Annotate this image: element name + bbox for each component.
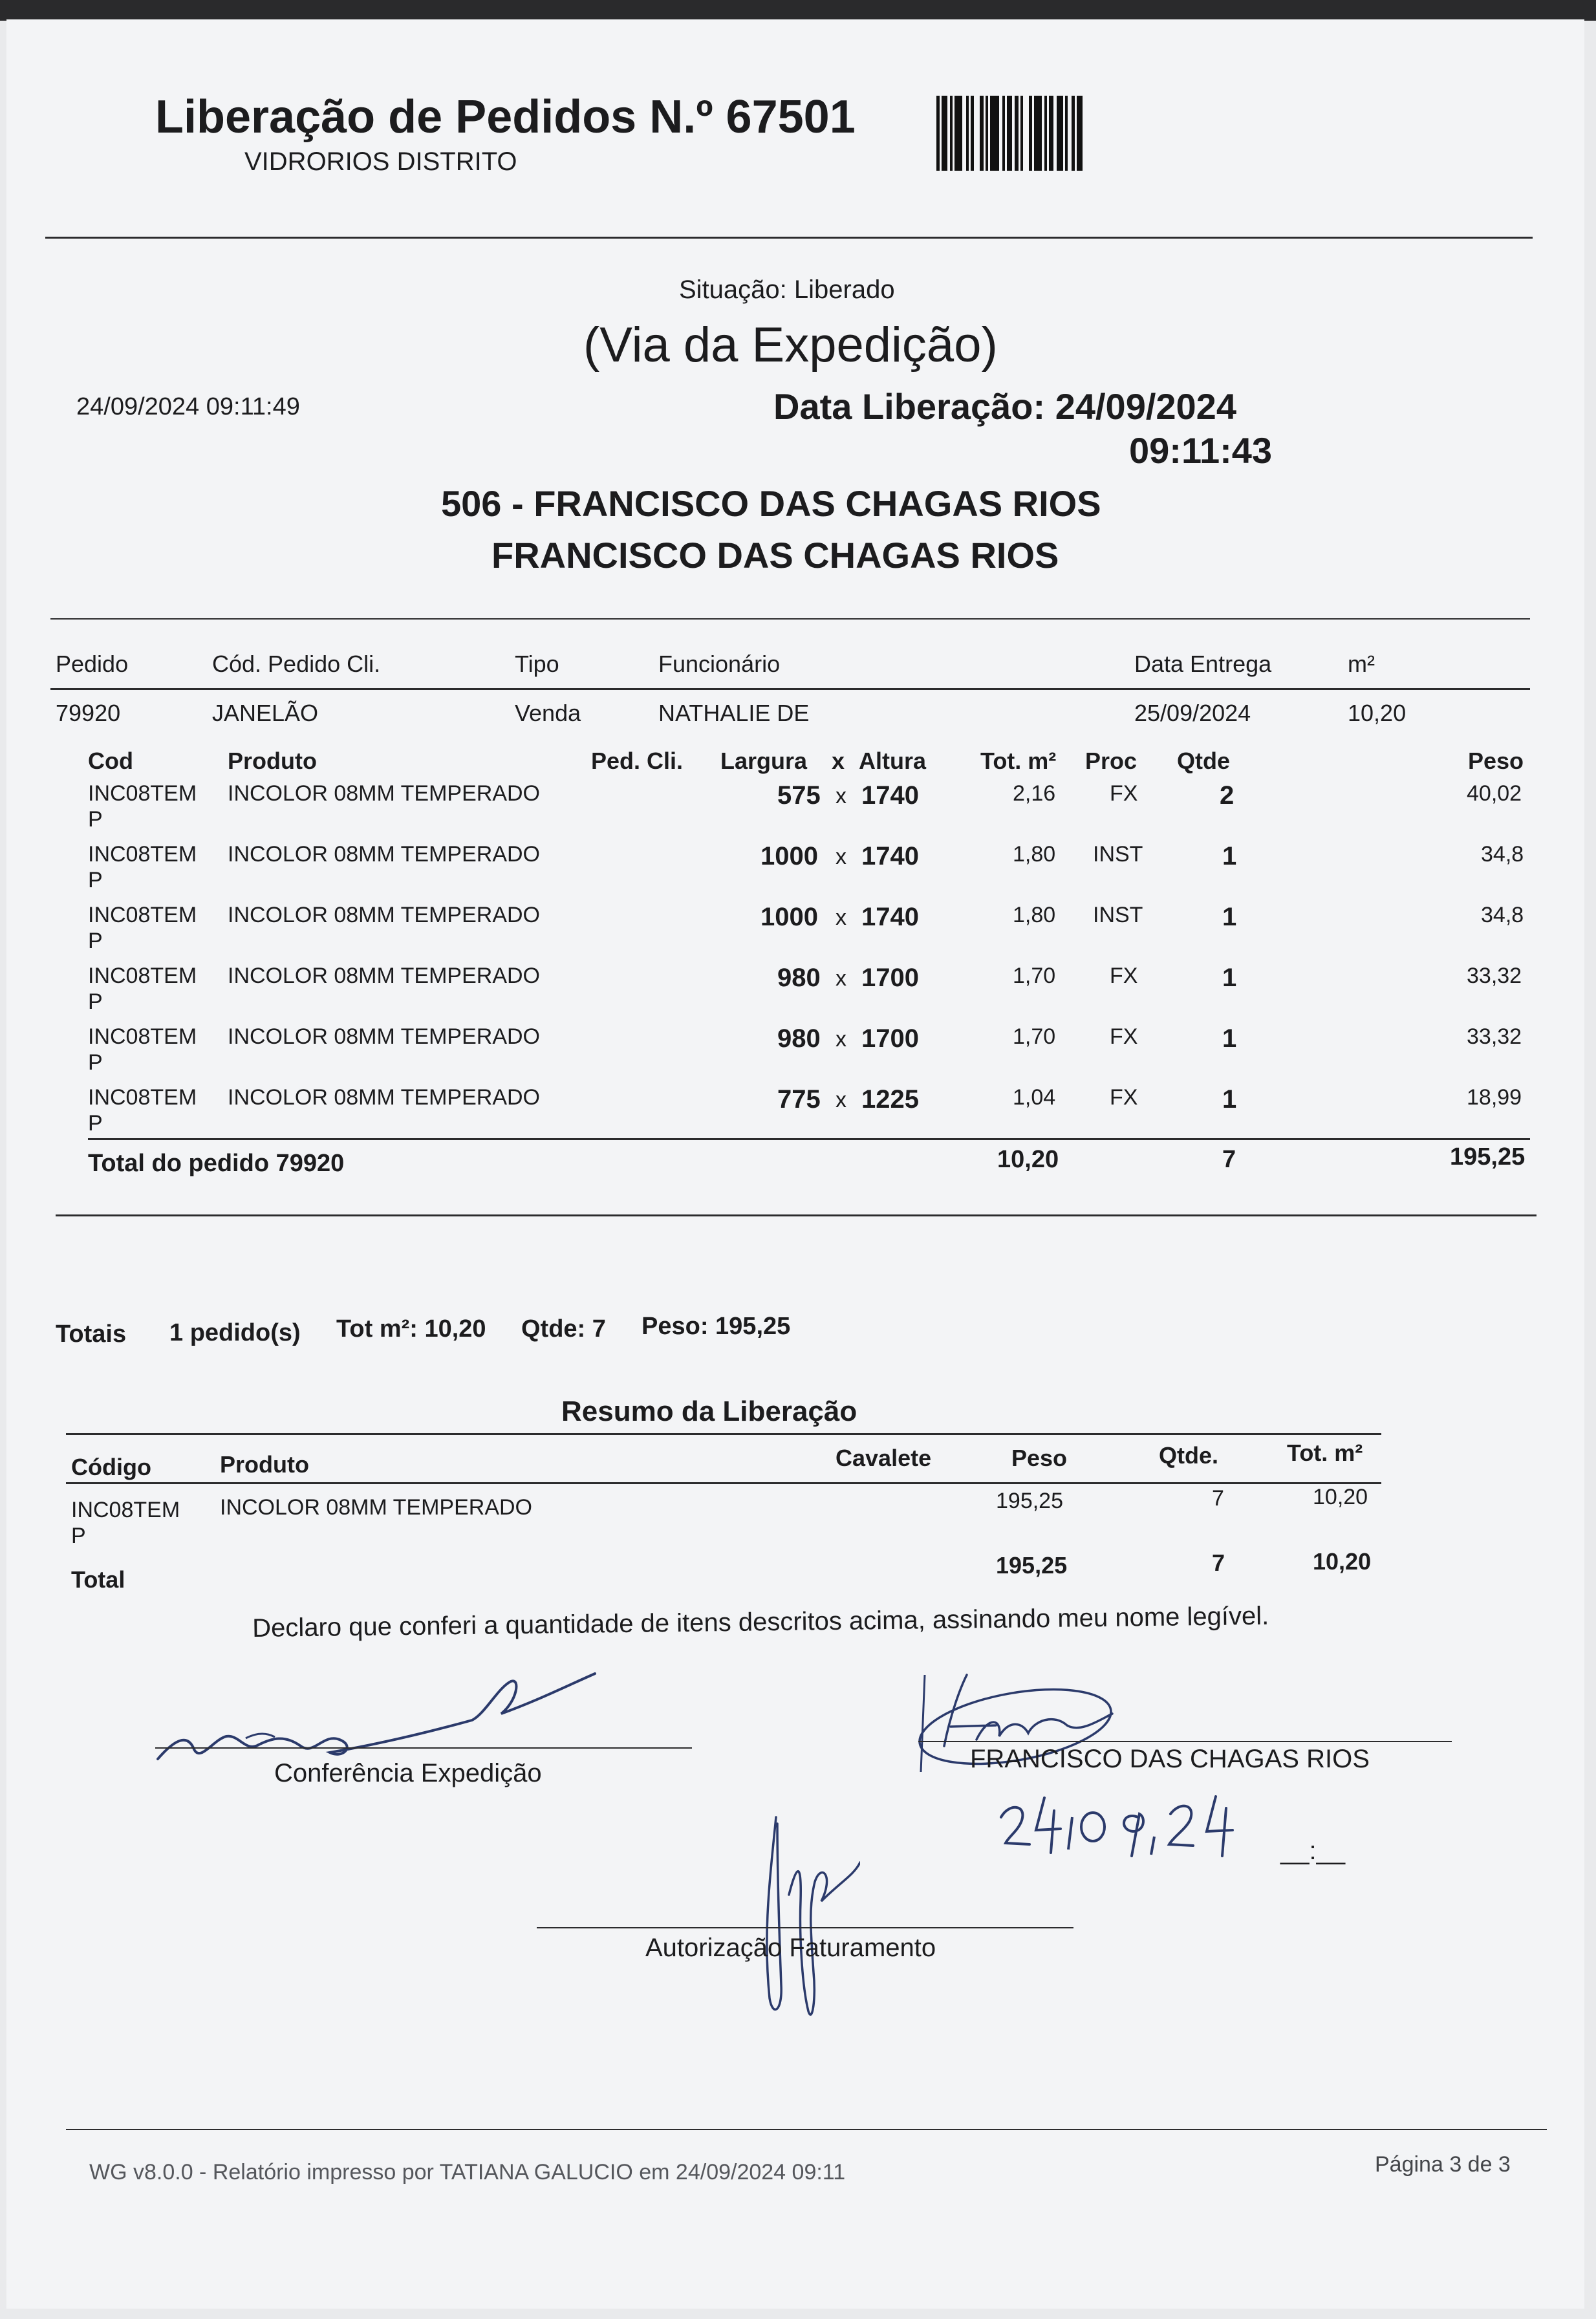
row-largura: 575 [777,781,821,810]
row-cod: INC08TEM [88,1085,197,1110]
barcode-bar [974,96,980,171]
row-altura: 1700 [861,964,919,992]
via-label: (Via da Expedição) [583,318,998,372]
row-tot-m2: 1,04 [1013,1085,1056,1110]
barcode-bar [1049,96,1053,171]
row-altura: 1740 [861,781,919,810]
row-largura: 775 [777,1085,821,1114]
row-peso: 33,32 [1467,1024,1522,1049]
barcode-bar [1034,96,1042,171]
divider [88,1138,1530,1140]
barcode-bar [990,96,999,171]
row-cod-suffix: P [88,1111,103,1136]
row-peso: 18,99 [1467,1085,1522,1110]
row-peso: 34,8 [1481,903,1524,927]
value-m2: 10,20 [1348,700,1407,726]
liberacao-date: Data Liberação: 24/09/2024 [773,386,1236,427]
row-cod: INC08TEM [88,842,197,867]
autorizacao-signature [731,1804,860,2037]
resumo-col-cavalete: Cavalete [836,1445,932,1471]
order-total-m2: 10,20 [997,1146,1059,1173]
col-proc: Proc [1085,748,1138,774]
label-funcionario: Funcionário [658,651,781,677]
divider [50,618,1530,620]
label-m2: m² [1348,651,1375,677]
autorizacao-label: Autorização Faturamento [645,1934,936,1962]
resumo-col-peso: Peso [1011,1445,1068,1471]
row-proc: FX [1110,964,1138,988]
label-tipo: Tipo [515,651,559,677]
resumo-col-produto: Produto [220,1451,309,1478]
resumo-qtde: 7 [1212,1486,1224,1511]
col-cod: Cod [88,748,133,774]
page-number: Página 3 de 3 [1375,2152,1511,2177]
row-tot-m2: 1,80 [1013,903,1056,927]
row-x: x [836,784,847,808]
conferencia-label: Conferência Expedição [274,1759,542,1787]
row-cod-suffix: P [88,989,103,1014]
row-produto: INCOLOR 08MM TEMPERADO [228,1085,541,1110]
label-pedido: Pedido [56,651,129,677]
col-x: x [832,748,845,774]
row-proc: INST [1093,903,1143,927]
liberacao-time: 09:11:43 [1129,430,1273,471]
report-footer: WG v8.0.0 - Relatório impresso por TATIANA GALUCIO em 24/09/2024 09:11 [89,2160,846,2184]
row-tot-m2: 1,80 [1013,842,1056,867]
col-ped-cli: Ped. Cli. [591,748,684,774]
row-proc: INST [1093,842,1143,867]
col-produto: Produto [228,748,317,774]
row-largura: 980 [777,964,821,992]
value-tipo: Venda [515,700,581,726]
label-data-entrega: Data Entrega [1134,651,1272,677]
row-cod-suffix: P [88,868,103,892]
client-name: FRANCISCO DAS CHAGAS RIOS [491,535,1059,576]
barcode-bar [1057,96,1063,171]
row-x: x [836,966,847,991]
barcode-bar [942,96,947,171]
printed-timestamp: 24/09/2024 09:11:49 [76,393,300,420]
row-cod: INC08TEM [88,964,197,988]
divider [66,1433,1381,1435]
row-peso: 40,02 [1467,781,1522,806]
label-cod-pedido-cli: Cód. Pedido Cli. [212,651,381,677]
value-data-entrega: 25/09/2024 [1134,700,1251,726]
col-tot-m2: Tot. m² [980,748,1057,774]
barcode-bar [1077,96,1083,171]
barcode-bar [1007,96,1012,171]
resumo-total-peso: 195,25 [996,1552,1068,1579]
row-proc: FX [1110,781,1138,806]
resumo-produto: INCOLOR 08MM TEMPERADO [220,1495,533,1520]
row-qtde: 1 [1222,842,1237,870]
row-qtde: 1 [1222,1085,1237,1114]
resumo-col-qtde: Qtde. [1159,1442,1219,1469]
row-produto: INCOLOR 08MM TEMPERADO [228,781,541,806]
row-produto: INCOLOR 08MM TEMPERADO [228,903,541,927]
col-largura: Largura [720,748,808,774]
row-qtde: 2 [1220,781,1235,810]
row-x: x [836,1027,847,1052]
resumo-cod-suffix: P [71,1524,86,1548]
divider [45,237,1533,239]
row-altura: 1225 [861,1085,919,1114]
resumo-total-qtde: 7 [1212,1549,1225,1576]
row-altura: 1700 [861,1024,919,1053]
document-page [6,19,1584,2309]
company-name: VIDRORIOS DISTRITO [244,147,517,176]
signature-line [155,1747,692,1749]
row-qtde: 1 [1222,903,1237,931]
row-produto: INCOLOR 08MM TEMPERADO [228,842,541,867]
row-tot-m2: 2,16 [1013,781,1056,806]
barcode-graphic [936,96,1196,171]
declaration-text: Declaro que conferi a quantidade de itens descritos acima, assinando meu nome legível. [252,1601,1269,1643]
document-title: Liberação de Pedidos N.º 67501 [155,91,856,143]
resumo-peso: 195,25 [996,1489,1063,1513]
row-produto: INCOLOR 08MM TEMPERADO [228,1024,541,1049]
row-cod: INC08TEM [88,1024,197,1049]
resumo-title: Resumo da Liberação [561,1396,857,1427]
status-situacao: Situação: Liberado [679,275,895,304]
row-x: x [836,845,847,869]
row-peso: 33,32 [1467,964,1522,988]
resumo-total-label: Total [71,1566,125,1593]
row-cod-suffix: P [88,1050,103,1075]
barcode-bar [954,96,962,171]
order-total-qtde: 7 [1222,1146,1236,1173]
col-qtde: Qtde [1177,748,1231,774]
divider [56,1214,1537,1216]
col-altura: Altura [859,748,927,774]
row-x: x [836,905,847,930]
barcode-bar [1023,96,1029,171]
row-qtde: 1 [1222,1024,1237,1053]
resumo-col-codigo: Código [71,1454,151,1480]
value-pedido: 79920 [56,700,121,726]
row-largura: 980 [777,1024,821,1053]
row-tot-m2: 1,70 [1013,964,1056,988]
divider [50,688,1530,690]
row-tot-m2: 1,70 [1013,1024,1056,1049]
resumo-col-tot-m2: Tot. m² [1287,1440,1363,1466]
totals-m2: Tot m²: 10,20 [336,1315,486,1343]
row-cod: INC08TEM [88,781,197,806]
row-qtde: 1 [1222,964,1237,992]
value-cod-pedido-cli: JANELÃO [212,700,319,726]
signature-line [537,1927,1073,1928]
order-total-label: Total do pedido 79920 [88,1150,345,1177]
resumo-tot: 10,20 [1313,1485,1368,1509]
col-peso: Peso [1468,748,1524,774]
divider [66,1482,1381,1484]
divider [66,2129,1547,2130]
totals-peso: Peso: 195,25 [642,1313,791,1340]
handwritten-date [996,1791,1293,1862]
client-code-name: 506 - FRANCISCO DAS CHAGAS RIOS [441,483,1101,524]
row-produto: INCOLOR 08MM TEMPERADO [228,964,541,988]
resumo-cod: INC08TEM [71,1498,180,1522]
row-cod-suffix: P [88,807,103,832]
row-x: x [836,1088,847,1112]
row-peso: 34,8 [1481,842,1524,867]
signature-line [918,1741,1452,1742]
row-proc: FX [1110,1085,1138,1110]
totals-pedidos: 1 pedido(s) [169,1319,301,1346]
row-altura: 1740 [861,903,919,931]
resumo-total-tot: 10,20 [1313,1548,1372,1575]
row-cod-suffix: P [88,929,103,953]
row-proc: FX [1110,1024,1138,1049]
row-cod: INC08TEM [88,903,197,927]
client-signature-label: FRANCISCO DAS CHAGAS RIOS [970,1745,1370,1773]
row-largura: 1000 [760,842,818,870]
totals-label: Totais [56,1321,127,1348]
order-total-peso: 195,25 [1450,1143,1526,1170]
time-placeholder: __:__ [1280,1837,1346,1865]
row-altura: 1740 [861,842,919,870]
scan-top-border [0,0,1596,21]
row-largura: 1000 [760,903,818,931]
value-funcionario: NATHALIE DE [658,700,810,726]
totals-qtde: Qtde: 7 [521,1315,606,1343]
